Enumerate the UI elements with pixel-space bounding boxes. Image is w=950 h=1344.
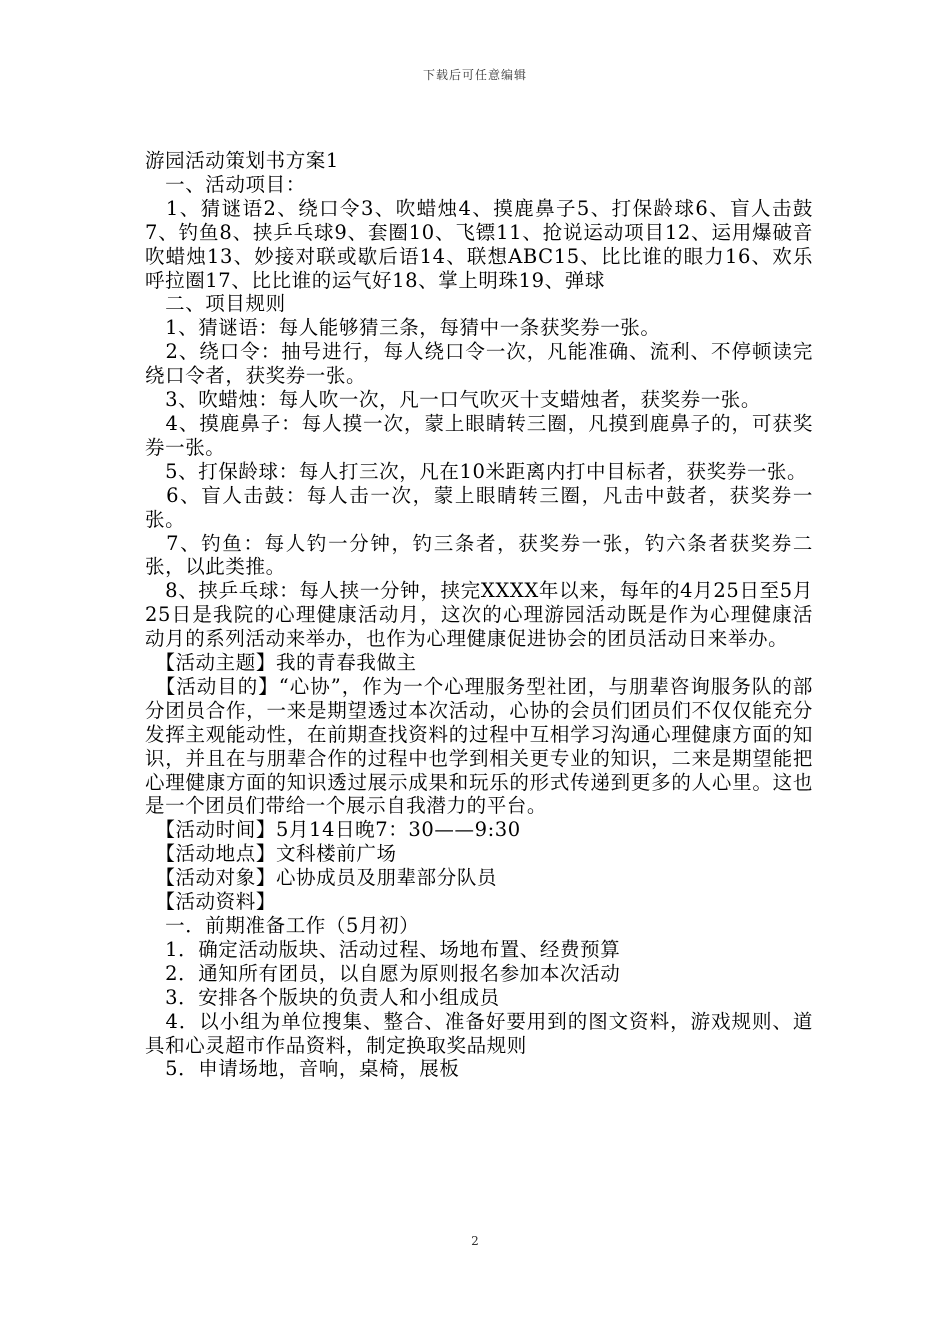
page-header: 下载后可任意编辑: [422, 68, 527, 82]
paragraph-theme: 【活动主题】我的青春我做主: [145, 651, 417, 675]
paragraph-rule-4: 4、摸鹿鼻子：每人摸一次，蒙上眼睛转三圈，凡摸到鹿鼻子的，可获奖券一张。: [145, 411, 813, 459]
paragraph-prep-5: 5．申请场地，音响，桌椅，展板: [145, 1057, 460, 1081]
paragraph-prep-3: 3．安排各个版块的负责人和小组成员: [145, 985, 500, 1009]
paragraph-rule-8: 8、挟乒乓球：每人挟一分钟，挟完XXXX年以来，每年的4月25日至5月25日是我院的心理健康活动月，这次的心理游园活动既是作为心理健康活动月的系列活动来举办，也作为心理健康促进协会的团员活动日来举办。: [145, 579, 813, 651]
paragraph-rule-3: 3、吹蜡烛：每人吹一次，凡一口气吹灭十支蜡烛者，获奖券一张。: [145, 388, 762, 412]
section-heading-rules: 二、项目规则: [145, 292, 286, 316]
page-number: 2: [471, 1234, 479, 1248]
paragraph-rule-6: 6、盲人击鼓：每人击一次，蒙上眼睛转三圈，凡击中鼓者，获奖券一张。: [145, 483, 813, 531]
paragraph-rule-7: 7、钓鱼：每人钓一分钟，钓三条者，获奖券一张，钓六条者获奖券二张，以此类推。: [145, 531, 813, 579]
paragraph-time: 【活动时间】5月14日晚7：30——9:30: [145, 818, 521, 842]
paragraph-materials: 【活动资料】: [145, 890, 276, 914]
document-title: 游园活动策划书方案1: [145, 149, 339, 172]
section-heading-activities: 一、活动项目：: [145, 172, 306, 196]
paragraph-rule-2: 2、绕口令：抽号进行，每人绕口令一次，凡能准确、流利、不停顿读完绕口令者，获奖券一张。: [145, 340, 813, 388]
document-body: [145, 149, 813, 1081]
paragraph-prep-2: 2．通知所有团员，以自愿为原则报名参加本次活动: [145, 961, 621, 985]
paragraph-location: 【活动地点】文科楼前广场: [145, 842, 397, 866]
paragraph-purpose: 【活动目的】“心协”，作为一个心理服务型社团，与朋辈咨询服务队的部分团员合作，一来是期望透过本次活动，心协的会员们团员们不仅仅能充分发挥主观能动性，在前期查找资料的过程中互相学习沟通心理健康方面的知识，并且在与朋辈合作的过程中也学到相关更专业的知识，二来是期望能把心理健康方面的知识透过展示成果和玩乐的形式传递到更多的人心里。这也是一个团员们带给一个展示自我潜力的平台。: [145, 674, 813, 818]
paragraph-audience: 【活动对象】心协成员及朋辈部分队员: [145, 866, 498, 890]
paragraph-rule-1: 1、猜谜语：每人能够猜三条，每猜中一条获奖券一张。: [145, 316, 661, 340]
paragraph-rule-5: 5、打保龄球：每人打三次，凡在10米距离内打中目标者，获奖券一张。: [145, 459, 808, 483]
paragraph-prep-4: 4．以小组为单位搜集、整合、准备好要用到的图文资料，游戏规则、道具和心灵超市作品资料，制定换取奖品规则: [145, 1009, 813, 1057]
paragraph-prep-1: 1．确定活动版块、活动过程、场地布置、经费预算: [145, 937, 621, 961]
paragraph-prep-heading: 一．前期准备工作（5月初）: [145, 914, 420, 937]
paragraph-activity-list: 1、猜谜语2、绕口令3、吹蜡烛4、摸鹿鼻子5、打保龄球6、盲人击鼓7、钓鱼8、挟乒乓球9、套圈10、飞镖11、抢说运动项目12、运用爆破音吹蜡烛13、妙接对联或歇后语14、联想ABC15、比比谁的眼力16、欢乐呼拉圈17、比比谁的运气好18、掌上明珠19、弹球: [145, 196, 813, 292]
